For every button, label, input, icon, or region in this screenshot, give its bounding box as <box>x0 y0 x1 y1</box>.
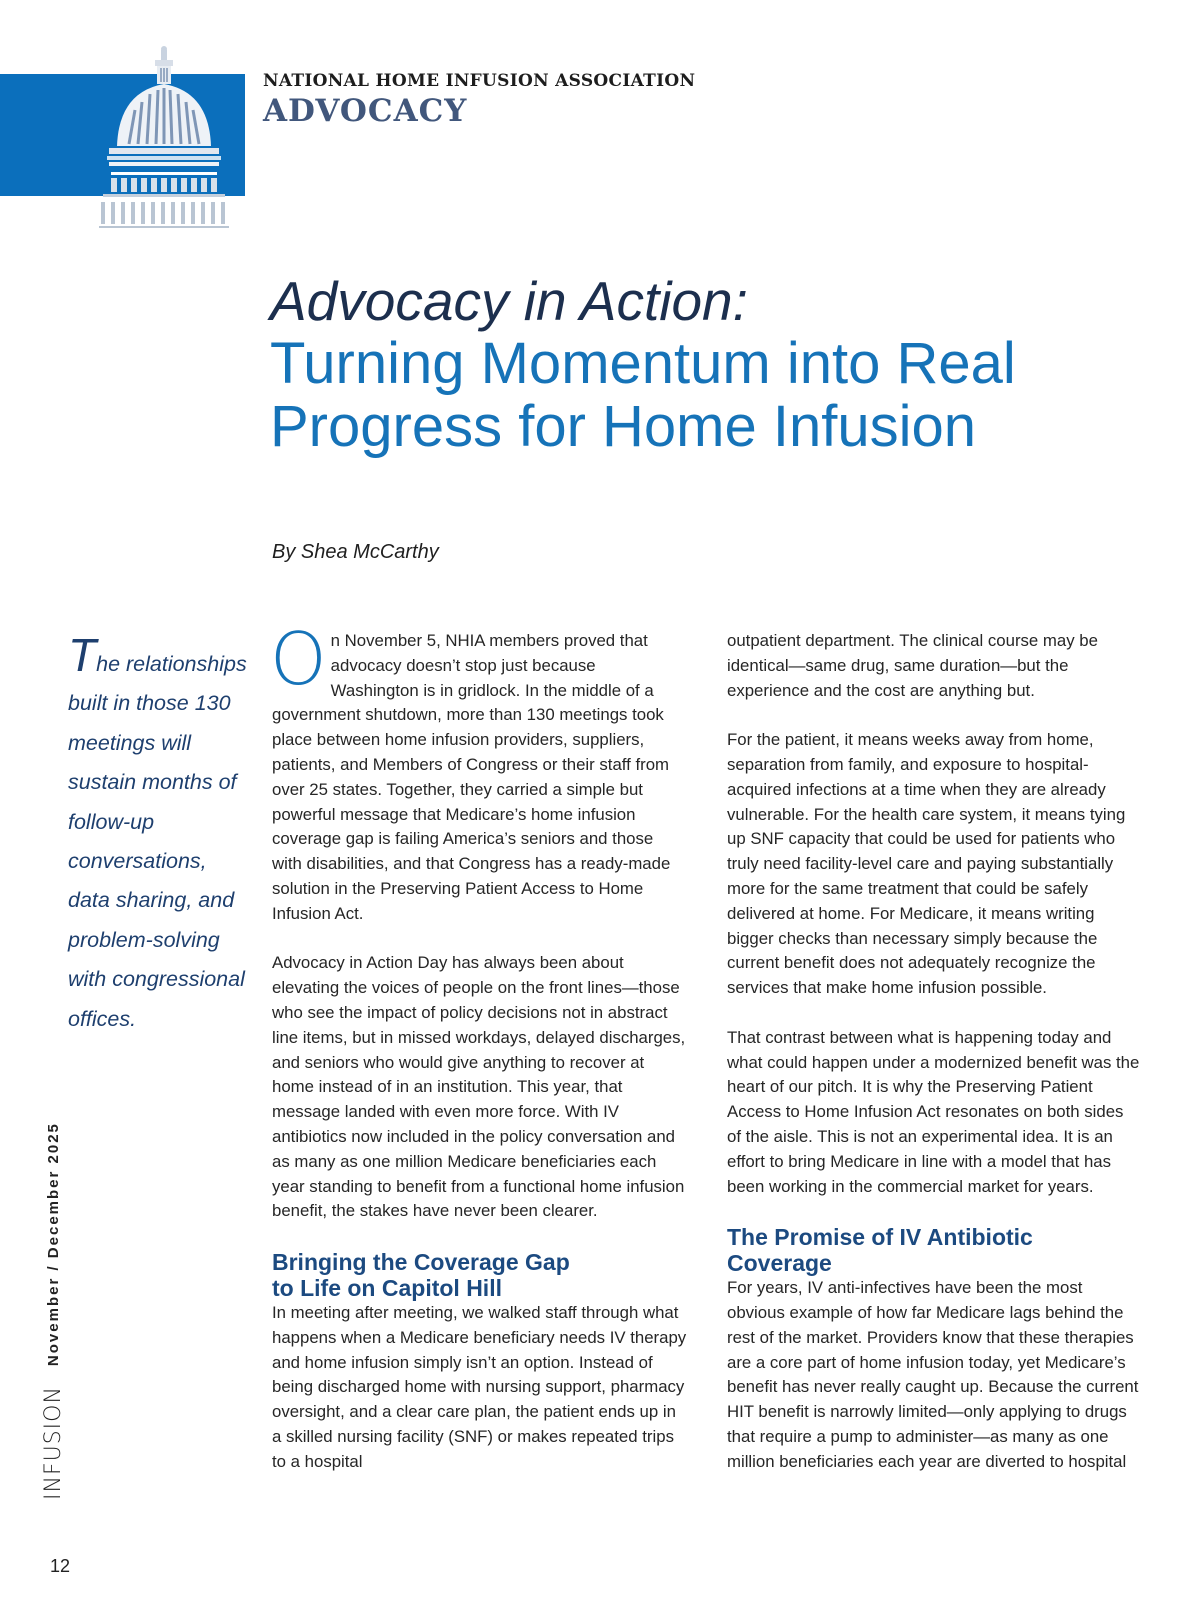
paragraph-2: Advocacy in Action Day has always been about elevating the voices of people on the front lines—those who see the impact of policy decisions not in abstract line items, but in missed workdays, delayed discharges, and seniors who would give anything to recover at home instead of in an institution. This year, that message landed with even more force. With IV antibiotics now included in the policy conversation and as many as one million Medicare beneficiaries each year standing to benefit from a functional home infusion benefit, the stakes have never been clearer. <box>272 953 686 1221</box>
subheading-iv-antibiotic: The Promise of IV Antibiotic Coverage <box>727 1224 1033 1277</box>
pull-quote <box>68 629 253 1039</box>
paragraph-1-text: n November 5, NHIA members proved that advocacy doesn’t stop just because Washington is in gridlock. In the middle of a government shutdown, more than 130 meetings took place between home infusion providers, suppliers, patients, and Members of Congress or their staff from over 25 states. Together, they carried a simple but powerful message that Medicare’s home infusion coverage gap is failing America’s seniors and those with disabilities, and that Congress has a ready-made solution in the Preserving Patient Access to Home Infusion Act. <box>272 631 671 923</box>
paragraph-3: In meeting after meeting, we walked staff through what happens when a Medicare beneficiary needs IV therapy and home infusion simply isn’t an option. Instead of being discharged home with nursing support, pharmacy oversight, and a clear care plan, the patient ends up in a skilled nursing facility (SNF) or makes repeated trips to a hospital <box>272 1302 687 1471</box>
running-footer <box>41 1122 66 1500</box>
pull-quote-initial: T <box>68 629 97 681</box>
paragraph-6: That contrast between what is happening today and what could happen under a modernized benefit was the heart of our pitch. It is why the Preserving Patient Access to Home Infusion Act resonates on both sides of the aisle. This is not an experimental idea. It is an effort to bring Medicare in line with a model that has been working in the commercial market for years. <box>727 1027 1140 1196</box>
paragraph-5: For the patient, it means weeks away from home, separation from family, and exposure to hospital-acquired infections at a time when they are already vulnerable. For the health care system, it means tying up SNF capacity that could be used for patients who truly need facility-level care and paying substantially more for the same treatment that could be safely delivered at home. For Medicare, it means writing bigger checks than necessary simply because the current benefit does not adequately recognize the services that make home infusion possible. <box>727 730 1126 998</box>
paragraph-4: outpatient department. The clinical course may be identical—same drug, same duration—but the experience and the cost are anything but. <box>727 631 1098 700</box>
section-title: ADVOCACY <box>263 93 468 129</box>
subheading-coverage-gap <box>272 1249 687 1301</box>
title-main-line-1: Turning Momentum into Real <box>270 331 1016 396</box>
article-column-1 <box>270 617 687 1475</box>
issue-date: November / December 2025 <box>45 1122 62 1367</box>
drop-cap: O <box>270 617 327 701</box>
org-name: NATIONAL HOME INFUSION ASSOCIATION <box>263 71 696 91</box>
pull-quote-text: he relationships built in those 130 meetings will sustain months of follow-up conversations, data sharing, and problem-solving with congressional offices. <box>68 652 247 1031</box>
paragraph-1 <box>270 617 687 927</box>
capitol-dome-icon <box>95 44 235 234</box>
article-title <box>270 270 1150 458</box>
subheading-line-2: to Life on Capitol Hill <box>272 1274 502 1301</box>
title-kicker: Advocacy in Action: <box>270 270 748 332</box>
title-main-line-2: Progress for Home Infusion <box>270 394 976 459</box>
article-column-2 <box>727 629 1142 1475</box>
byline: By Shea McCarthy <box>272 541 439 563</box>
magazine-logo: INFUSION <box>41 1386 66 1500</box>
subheading-line-1: Bringing the Coverage Gap <box>272 1248 570 1275</box>
page-number: 12 <box>50 1556 71 1576</box>
paragraph-7: For years, IV anti-infectives have been the most obvious example of how far Medicare lags behind the rest of the market. Providers know that these therapies are a core part of home infusion today, yet Medicare’s benefit has never really caught up. Because the current HIT benefit is narrowly limited—only applying to drugs that require a pump to administer—as many as one million beneficiaries each year are diverted to hospital <box>727 1278 1139 1471</box>
